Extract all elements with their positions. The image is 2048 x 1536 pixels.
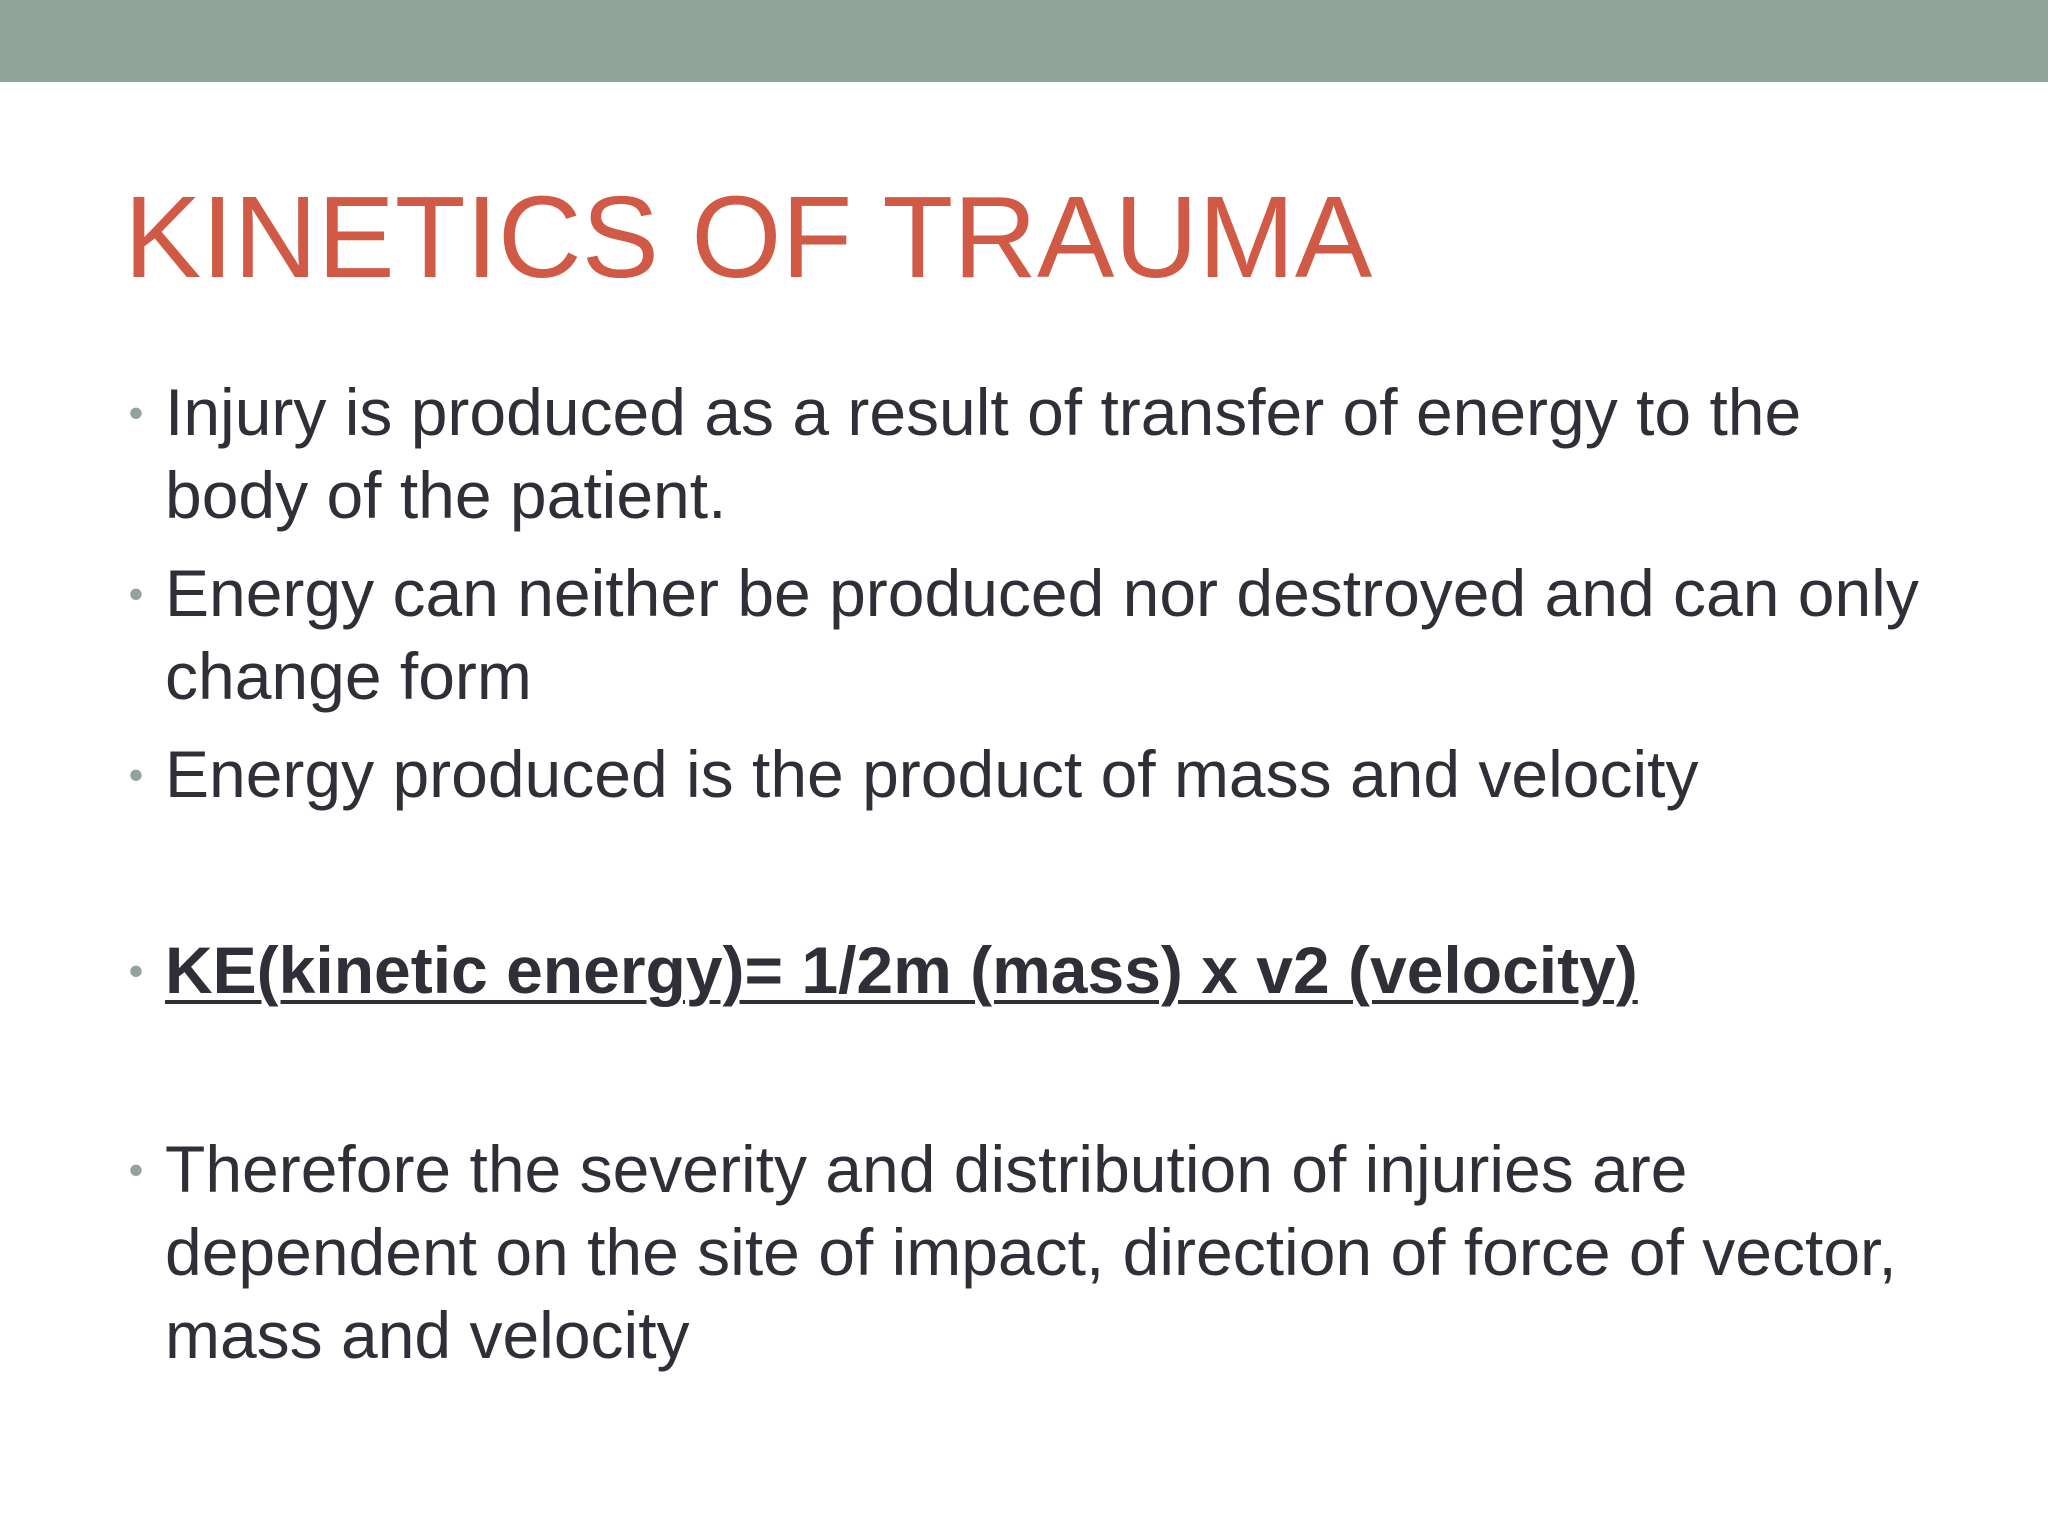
bullet-item (124, 1128, 1924, 1377)
kinetic-energy-formula: KE(kinetic energy)= 1/2m (mass) x v2 (velocity) (165, 933, 1638, 1007)
bullet-text: Injury is produced as a result of transfer of energy to the body of the patient. (165, 375, 1802, 532)
bullet-dot-icon: • (128, 1146, 144, 1193)
bullet-item (124, 371, 1924, 537)
bullet-dot-icon: • (128, 751, 144, 798)
slide-title: KINETICS OF TRAUMA (124, 172, 1373, 302)
bullet-dot-icon: • (128, 570, 144, 617)
top-accent-band (0, 0, 2048, 82)
bullet-item (124, 552, 1924, 718)
bullet-dot-icon: • (128, 947, 144, 994)
bullet-text: Energy produced is the product of mass and velocity (165, 737, 1699, 811)
bullet-item-formula (124, 929, 1924, 1012)
bullet-item (124, 733, 1924, 816)
bullet-text: Therefore the severity and distribution of injuries are dependent on the site of impact, direction of force of vector, mass and velocity (165, 1132, 1897, 1372)
bullet-dot-icon: • (128, 389, 144, 436)
bullet-text: Energy can neither be produced nor destroyed and can only change form (165, 556, 1919, 713)
